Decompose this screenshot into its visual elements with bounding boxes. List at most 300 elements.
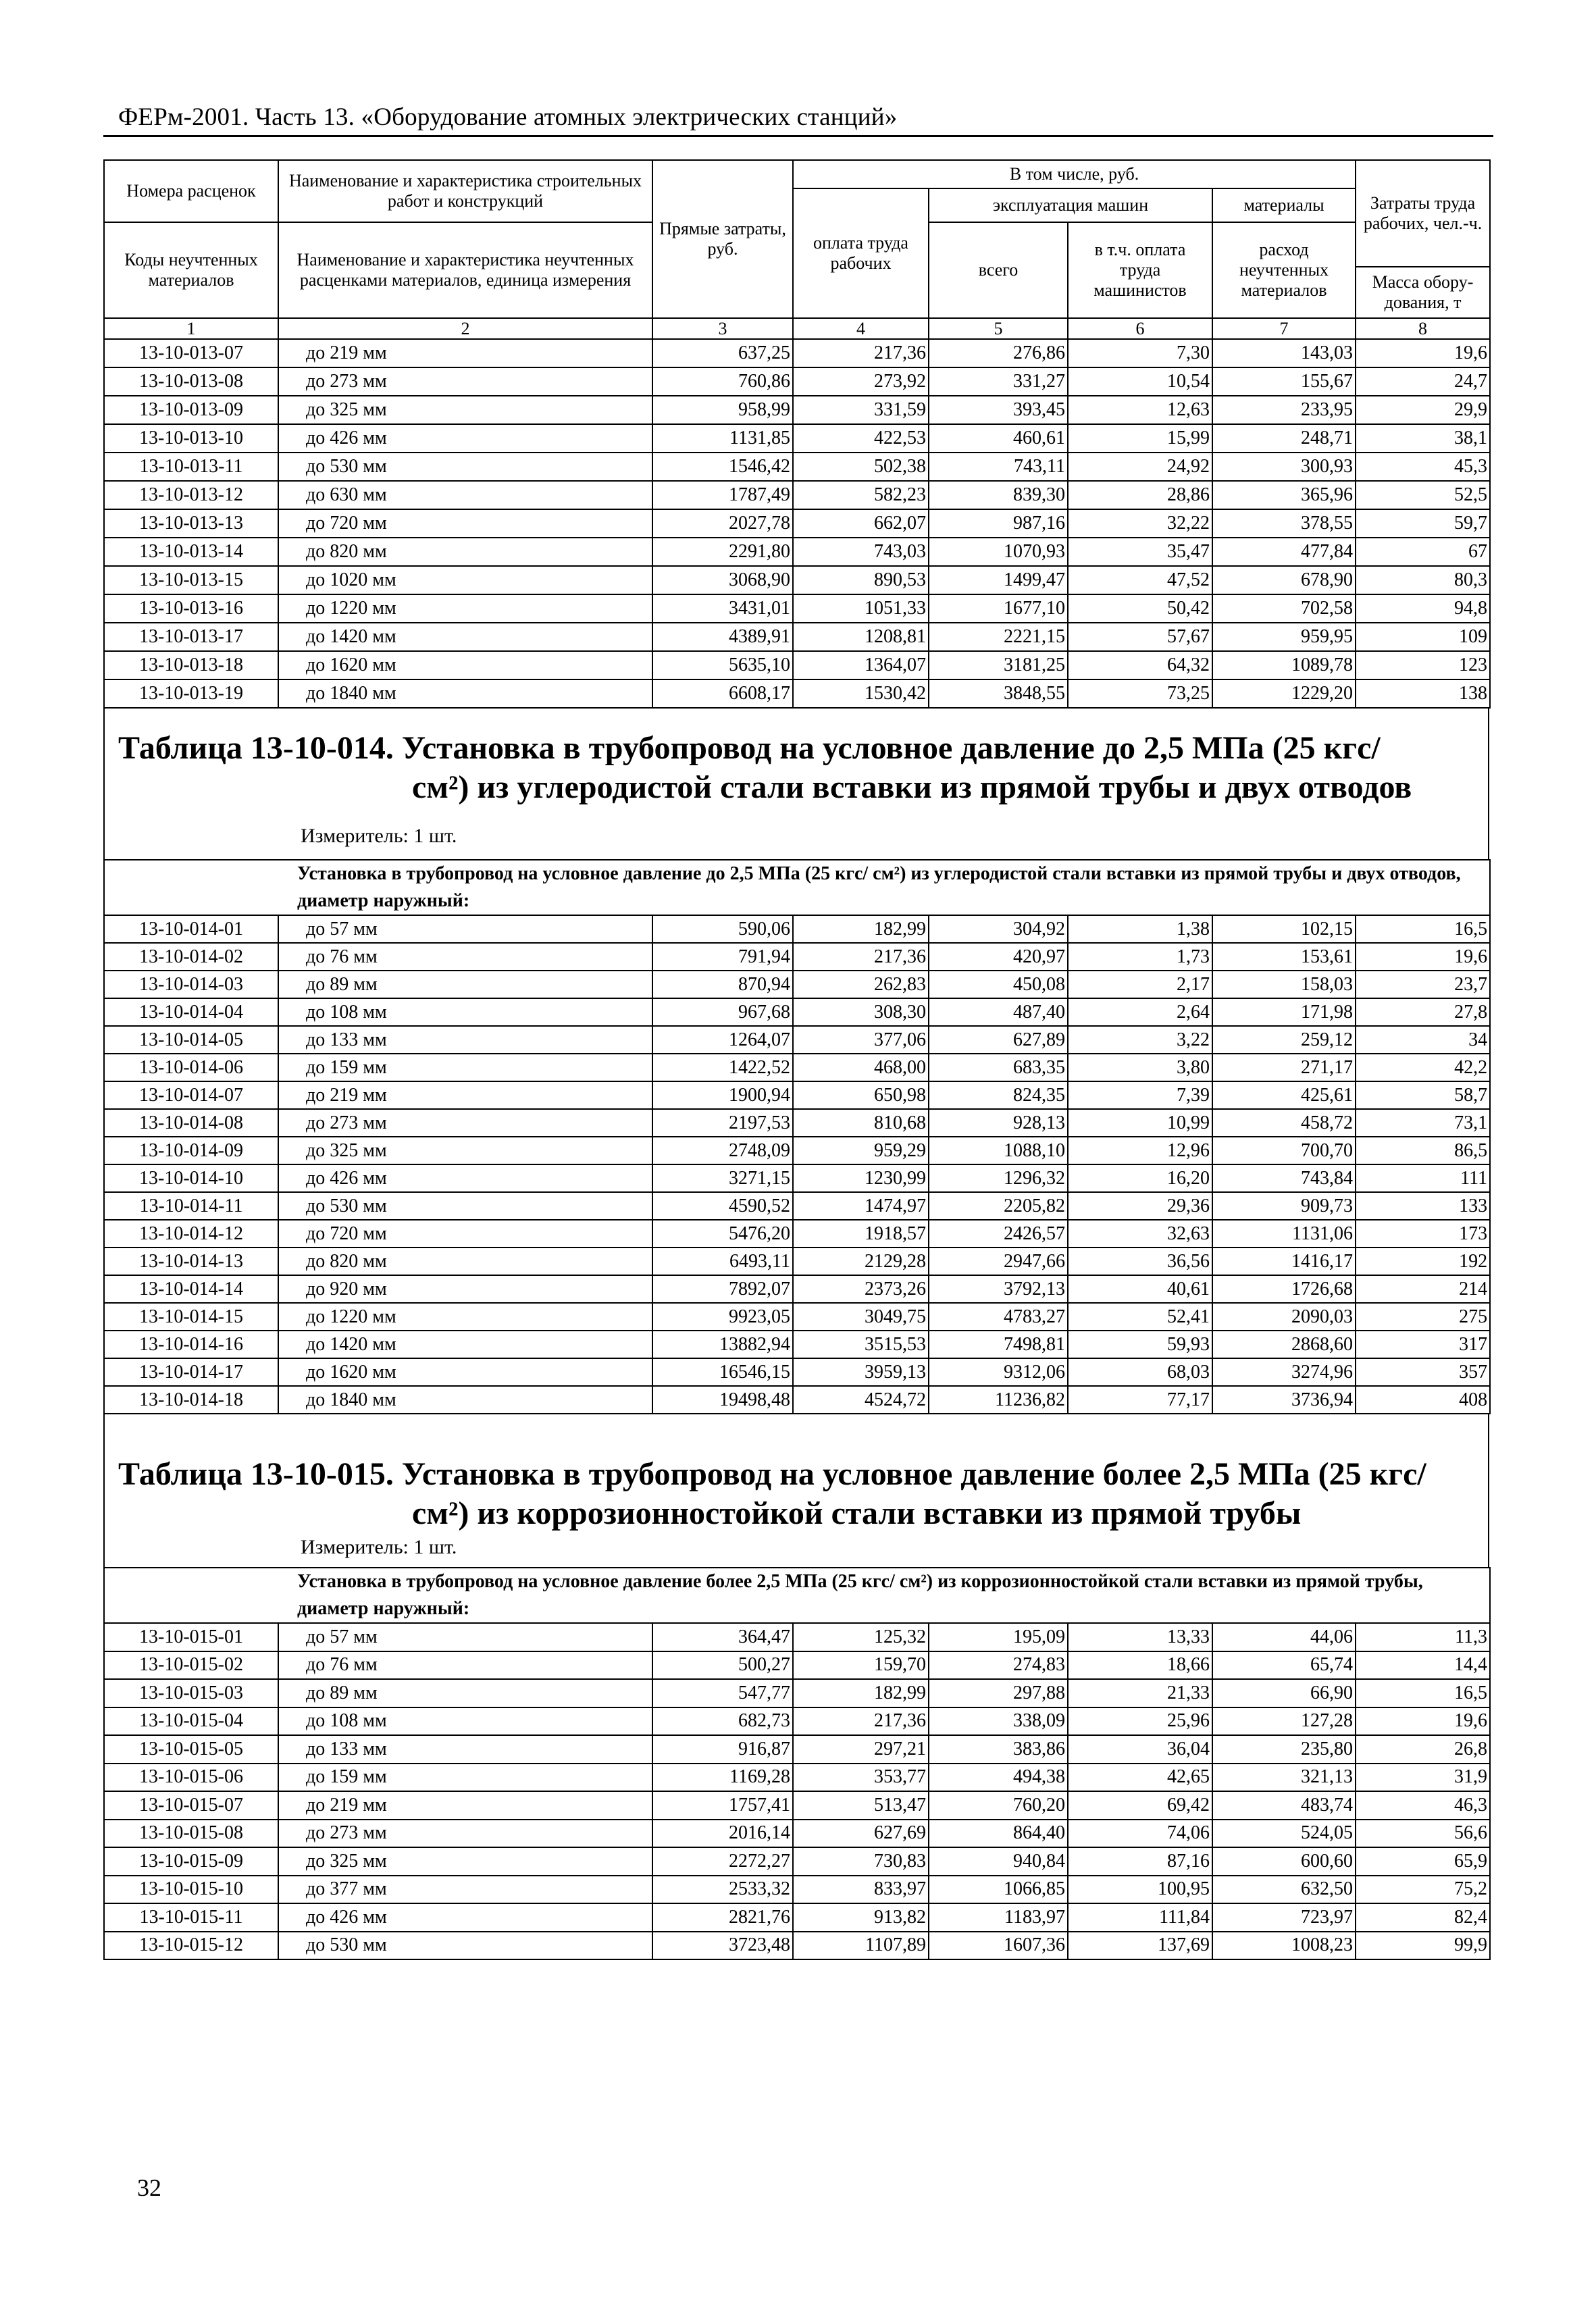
cell-labor-or-mass: 82,4 [1356,1903,1490,1932]
cell-materials: 271,17 [1212,1054,1356,1081]
cell-machines-total: 494,38 [929,1764,1068,1792]
cell-machines-total: 450,08 [929,971,1068,998]
cell-direct-costs: 19498,48 [652,1386,793,1414]
cell-machines-total: 297,88 [929,1679,1068,1707]
cell-worker-pay: 833,97 [793,1876,929,1904]
header-equipment-mass: Масса обору-дования, т [1356,267,1490,318]
table-row [104,1192,1490,1220]
table-row [104,1903,1490,1932]
cell-machines-total: 420,97 [929,943,1068,971]
cell-operator-pay: 16,20 [1068,1164,1212,1192]
cell-direct-costs: 2533,32 [652,1876,793,1904]
table-row [104,679,1490,708]
cell-machines-total: 460,61 [929,424,1068,453]
cell-operator-pay: 35,47 [1068,538,1212,566]
cell-labor-or-mass: 34 [1356,1026,1490,1054]
header-materials: материалы [1212,188,1356,222]
cell-labor-or-mass: 65,9 [1356,1847,1490,1876]
cell-rate-code: 13-10-013-14 [104,538,278,566]
cell-description: до 630 мм [278,481,652,509]
cell-direct-costs: 5476,20 [652,1220,793,1248]
cell-description: до 159 мм [278,1764,652,1792]
cell-materials: 678,90 [1212,566,1356,594]
cell-rate-code: 13-10-015-05 [104,1735,278,1764]
table-13-10-013 [103,159,1491,709]
cell-labor-or-mass: 86,5 [1356,1137,1490,1164]
cell-rate-code: 13-10-013-09 [104,396,278,424]
cell-labor-or-mass: 275 [1356,1303,1490,1331]
cell-machines-total: 1499,47 [929,566,1068,594]
cell-operator-pay: 2,64 [1068,998,1212,1026]
cell-worker-pay: 513,47 [793,1791,929,1820]
cell-machines-total: 1070,93 [929,538,1068,566]
cell-worker-pay: 4524,72 [793,1386,929,1414]
table-row [104,339,1490,367]
cell-direct-costs: 637,25 [652,339,793,367]
cell-direct-costs: 1131,85 [652,424,793,453]
cell-labor-or-mass: 408 [1356,1386,1490,1414]
cell-description: до 1220 мм [278,1303,652,1331]
cell-description: до 76 мм [278,1651,652,1680]
cell-machines-total: 4783,27 [929,1303,1068,1331]
cell-machines-total: 1066,85 [929,1876,1068,1904]
cell-labor-or-mass: 133 [1356,1192,1490,1220]
cell-direct-costs: 1546,42 [652,453,793,481]
cell-rate-code: 13-10-014-13 [104,1248,278,1275]
cell-worker-pay: 1474,97 [793,1192,929,1220]
cell-labor-or-mass: 16,5 [1356,1679,1490,1707]
cell-rate-code: 13-10-015-04 [104,1707,278,1736]
cell-machines-total: 987,16 [929,509,1068,538]
table-15-heading [103,1414,1489,1567]
table-row [104,509,1490,538]
cell-rate-code: 13-10-014-06 [104,1054,278,1081]
cell-materials: 143,03 [1212,339,1356,367]
cell-operator-pay: 36,56 [1068,1248,1212,1275]
cell-direct-costs: 3723,48 [652,1932,793,1960]
cell-operator-pay: 10,99 [1068,1109,1212,1137]
cell-labor-or-mass: 38,1 [1356,424,1490,453]
cell-rate-code: 13-10-014-03 [104,971,278,998]
cell-operator-pay: 1,73 [1068,943,1212,971]
cell-operator-pay: 73,25 [1068,679,1212,708]
measure-unit: Измеритель: 1 шт. [301,825,457,847]
cell-materials: 300,93 [1212,453,1356,481]
cell-operator-pay: 57,67 [1068,623,1212,651]
cell-machines-total: 487,40 [929,998,1068,1026]
cell-operator-pay: 18,66 [1068,1651,1212,1680]
cell-worker-pay: 3959,13 [793,1358,929,1386]
cell-materials: 65,74 [1212,1651,1356,1680]
cell-rate-code: 13-10-014-12 [104,1220,278,1248]
cell-labor-or-mass: 192 [1356,1248,1490,1275]
cell-rate-code: 13-10-013-07 [104,339,278,367]
cell-labor-or-mass: 58,7 [1356,1081,1490,1109]
cell-machines-total: 864,40 [929,1820,1068,1848]
table-title [118,729,1412,807]
cell-operator-pay: 47,52 [1068,566,1212,594]
cell-worker-pay: 650,98 [793,1081,929,1109]
cell-direct-costs: 2197,53 [652,1109,793,1137]
cell-machines-total: 928,13 [929,1109,1068,1137]
cell-materials: 1008,23 [1212,1932,1356,1960]
cell-description: до 1020 мм [278,566,652,594]
cell-machines-total: 940,84 [929,1847,1068,1876]
cell-operator-pay: 50,42 [1068,594,1212,623]
cell-operator-pay: 29,36 [1068,1192,1212,1220]
cell-labor-or-mass: 42,2 [1356,1054,1490,1081]
cell-materials: 743,84 [1212,1164,1356,1192]
cell-rate-code: 13-10-015-01 [104,1623,278,1651]
header-operator-pay: в т.ч. оплата труда машинистов [1068,222,1212,318]
cell-machines-total: 760,20 [929,1791,1068,1820]
cell-machines-total: 824,35 [929,1081,1068,1109]
cell-labor-or-mass: 14,4 [1356,1651,1490,1680]
cell-description: до 720 мм [278,509,652,538]
cell-labor-or-mass: 26,8 [1356,1735,1490,1764]
cell-machines-total: 9312,06 [929,1358,1068,1386]
cell-direct-costs: 958,99 [652,396,793,424]
cell-description: до 426 мм [278,1164,652,1192]
column-number: 5 [929,318,1068,339]
cell-materials: 723,97 [1212,1903,1356,1932]
cell-worker-pay: 2129,28 [793,1248,929,1275]
cell-description: до 57 мм [278,915,652,943]
cell-machines-total: 2205,82 [929,1192,1068,1220]
cell-machines-total: 3181,25 [929,651,1068,679]
cell-labor-or-mass: 11,3 [1356,1623,1490,1651]
cell-worker-pay: 125,32 [793,1623,929,1651]
cell-machines-total: 2426,57 [929,1220,1068,1248]
table-row [104,367,1490,396]
cell-labor-or-mass: 19,6 [1356,1707,1490,1736]
table-row [104,1735,1490,1764]
cell-direct-costs: 760,86 [652,367,793,396]
cell-materials: 909,73 [1212,1192,1356,1220]
cell-labor-or-mass: 56,6 [1356,1820,1490,1848]
cell-description: до 426 мм [278,1903,652,1932]
table-title [118,1455,1426,1533]
cell-direct-costs: 870,94 [652,971,793,998]
table-row [104,1707,1490,1736]
cell-worker-pay: 262,83 [793,971,929,998]
column-number: 1 [104,318,278,339]
table-row [104,651,1490,679]
table-row [104,1679,1490,1707]
cell-direct-costs: 590,06 [652,915,793,943]
cell-direct-costs: 2291,80 [652,538,793,566]
cell-description: до 108 мм [278,1707,652,1736]
column-number: 4 [793,318,929,339]
cell-machines-total: 331,27 [929,367,1068,396]
cell-description: до 1840 мм [278,679,652,708]
cell-worker-pay: 502,38 [793,453,929,481]
cell-description: до 89 мм [278,971,652,998]
cell-rate-code: 13-10-014-14 [104,1275,278,1303]
table-row [104,481,1490,509]
cell-description: до 219 мм [278,339,652,367]
cell-materials: 1229,20 [1212,679,1356,708]
cell-worker-pay: 273,92 [793,367,929,396]
cell-labor-or-mass: 173 [1356,1220,1490,1248]
table-row [104,424,1490,453]
cell-description: до 273 мм [278,367,652,396]
table-row [104,1651,1490,1680]
cell-materials: 425,61 [1212,1081,1356,1109]
table-row [104,453,1490,481]
cell-labor-or-mass: 29,9 [1356,396,1490,424]
table-row [104,623,1490,651]
cell-operator-pay: 24,92 [1068,453,1212,481]
table-row [104,971,1490,998]
cell-direct-costs: 7892,07 [652,1275,793,1303]
cell-labor-or-mass: 94,8 [1356,594,1490,623]
cell-direct-costs: 967,68 [652,998,793,1026]
cell-labor-or-mass: 138 [1356,679,1490,708]
cell-materials: 700,70 [1212,1137,1356,1164]
cell-rate-code: 13-10-015-02 [104,1651,278,1680]
cell-worker-pay: 468,00 [793,1054,929,1081]
cell-worker-pay: 662,07 [793,509,929,538]
cell-worker-pay: 2373,26 [793,1275,929,1303]
cell-materials: 259,12 [1212,1026,1356,1054]
cell-direct-costs: 16546,15 [652,1358,793,1386]
cell-operator-pay: 42,65 [1068,1764,1212,1792]
cell-worker-pay: 730,83 [793,1847,929,1876]
cell-machines-total: 383,86 [929,1735,1068,1764]
cell-operator-pay: 12,63 [1068,396,1212,424]
cell-machines-total: 1183,97 [929,1903,1068,1932]
table-row [104,1820,1490,1848]
cell-description: до 325 мм [278,396,652,424]
cell-materials: 2090,03 [1212,1303,1356,1331]
cell-rate-code: 13-10-015-06 [104,1764,278,1792]
cell-description: до 377 мм [278,1876,652,1904]
cell-materials: 632,50 [1212,1876,1356,1904]
column-number: 2 [278,318,652,339]
cell-direct-costs: 547,77 [652,1679,793,1707]
cell-materials: 1131,06 [1212,1220,1356,1248]
cell-direct-costs: 6493,11 [652,1248,793,1275]
table-13-10-015 [103,1567,1491,1960]
table-row [104,1791,1490,1820]
cell-labor-or-mass: 317 [1356,1331,1490,1358]
column-number: 3 [652,318,793,339]
header-direct-costs: Прямые затраты, руб. [652,160,793,318]
header-machines-total: всего [929,222,1068,318]
cell-rate-code: 13-10-014-05 [104,1026,278,1054]
cell-worker-pay: 182,99 [793,915,929,943]
cell-labor-or-mass: 99,9 [1356,1932,1490,1960]
cell-rate-code: 13-10-015-12 [104,1932,278,1960]
cell-materials: 1726,68 [1212,1275,1356,1303]
cell-description: до 426 мм [278,424,652,453]
cell-rate-code: 13-10-015-10 [104,1876,278,1904]
table-row [104,1876,1490,1904]
cell-labor-or-mass: 109 [1356,623,1490,651]
table-row [104,1220,1490,1248]
cell-description: до 1840 мм [278,1386,652,1414]
cell-operator-pay: 32,63 [1068,1220,1212,1248]
cell-description: до 57 мм [278,1623,652,1651]
cell-operator-pay: 13,33 [1068,1623,1212,1651]
cell-direct-costs: 1900,94 [652,1081,793,1109]
cell-materials: 66,90 [1212,1679,1356,1707]
cell-direct-costs: 364,47 [652,1623,793,1651]
cell-worker-pay: 582,23 [793,481,929,509]
cell-worker-pay: 377,06 [793,1026,929,1054]
table-row [104,1026,1490,1054]
table-row [104,1054,1490,1081]
cell-machines-total: 1677,10 [929,594,1068,623]
cell-direct-costs: 500,27 [652,1651,793,1680]
cell-operator-pay: 12,96 [1068,1137,1212,1164]
cell-labor-or-mass: 80,3 [1356,566,1490,594]
cell-labor-or-mass: 123 [1356,651,1490,679]
cell-direct-costs: 682,73 [652,1707,793,1736]
table-row [104,538,1490,566]
table-row [104,1164,1490,1192]
cell-materials: 153,61 [1212,943,1356,971]
cell-direct-costs: 2821,76 [652,1903,793,1932]
cell-labor-or-mass: 67 [1356,538,1490,566]
header-unaccounted-materials-name: Наименование и характеристика неучтенных расценками материалов, единица измерения [278,222,652,318]
cell-operator-pay: 64,32 [1068,651,1212,679]
table-row [104,1303,1490,1331]
cell-worker-pay: 3049,75 [793,1303,929,1331]
table-title-line: Таблица 13-10-015. Установка в трубопровод на условное давление более 2,5 МПа (25 кгс/ [118,1456,1426,1492]
cell-worker-pay: 627,69 [793,1820,929,1848]
header-labor-costs: Затраты труда рабочих, чел.-ч. [1356,160,1490,267]
table-row [104,1081,1490,1109]
cell-rate-code: 13-10-014-08 [104,1109,278,1137]
cell-rate-code: 13-10-014-09 [104,1137,278,1164]
table-row [104,1331,1490,1358]
table-row [104,915,1490,943]
table-row [104,1932,1490,1960]
cell-labor-or-mass: 46,3 [1356,1791,1490,1820]
cell-operator-pay: 87,16 [1068,1847,1212,1876]
cell-materials: 702,58 [1212,594,1356,623]
page-number: 32 [137,2174,161,2201]
table-title-line: см²) из углеродистой стали вставки из прямой трубы и двух отводов [412,769,1412,805]
cell-machines-total: 338,09 [929,1707,1068,1736]
cell-labor-or-mass: 23,7 [1356,971,1490,998]
cell-worker-pay: 913,82 [793,1903,929,1932]
cell-description: до 159 мм [278,1054,652,1081]
cell-labor-or-mass: 59,7 [1356,509,1490,538]
cell-rate-code: 13-10-015-11 [104,1903,278,1932]
header-work-name: Наименование и характеристика строительных работ и конструкций [278,160,652,222]
table-row [104,943,1490,971]
cell-rate-code: 13-10-013-12 [104,481,278,509]
cell-machines-total: 3848,55 [929,679,1068,708]
cell-materials: 321,13 [1212,1764,1356,1792]
cell-worker-pay: 217,36 [793,1707,929,1736]
header-unaccounted-materials-use: расход неучтенных материалов [1212,222,1356,318]
cell-operator-pay: 111,84 [1068,1903,1212,1932]
cell-description: до 108 мм [278,998,652,1026]
cell-machines-total: 743,11 [929,453,1068,481]
cell-operator-pay: 52,41 [1068,1303,1212,1331]
cell-materials: 365,96 [1212,481,1356,509]
cell-direct-costs: 1787,49 [652,481,793,509]
cell-rate-code: 13-10-014-02 [104,943,278,971]
cell-rate-code: 13-10-013-17 [104,623,278,651]
cell-description: до 530 мм [278,1932,652,1960]
cell-machines-total: 11236,82 [929,1386,1068,1414]
cell-direct-costs: 916,87 [652,1735,793,1764]
header-unaccounted-codes: Коды неучтенных материалов [104,222,278,318]
cell-operator-pay: 1,38 [1068,915,1212,943]
header-including: В том числе, руб. [793,160,1356,188]
table-13-10-014 [103,859,1491,1414]
cell-direct-costs: 13882,94 [652,1331,793,1358]
cell-direct-costs: 1264,07 [652,1026,793,1054]
cell-materials: 171,98 [1212,998,1356,1026]
cell-rate-code: 13-10-014-01 [104,915,278,943]
cell-description: до 273 мм [278,1109,652,1137]
table-subheader: Установка в трубопровод на условное давление более 2,5 МПа (25 кгс/ см²) из коррозионностойкой стали вставки из прямой трубы, диаметр наружный: [104,1568,1490,1623]
cell-operator-pay: 100,95 [1068,1876,1212,1904]
column-number: 6 [1068,318,1212,339]
cell-operator-pay: 69,42 [1068,1791,1212,1820]
cell-direct-costs: 9923,05 [652,1303,793,1331]
cell-rate-code: 13-10-014-16 [104,1331,278,1358]
cell-materials: 3274,96 [1212,1358,1356,1386]
cell-direct-costs: 6608,17 [652,679,793,708]
cell-labor-or-mass: 19,6 [1356,943,1490,971]
cell-materials: 524,05 [1212,1820,1356,1848]
cell-rate-code: 13-10-013-16 [104,594,278,623]
cell-operator-pay: 3,22 [1068,1026,1212,1054]
cell-worker-pay: 217,36 [793,339,929,367]
cell-labor-or-mass: 214 [1356,1275,1490,1303]
cell-worker-pay: 182,99 [793,1679,929,1707]
cell-machines-total: 7498,81 [929,1331,1068,1358]
cell-worker-pay: 1107,89 [793,1932,929,1960]
table-row [104,1623,1490,1651]
cell-direct-costs: 2016,14 [652,1820,793,1848]
cell-description: до 325 мм [278,1847,652,1876]
cell-rate-code: 13-10-013-10 [104,424,278,453]
cell-machines-total: 393,45 [929,396,1068,424]
cell-rate-code: 13-10-013-19 [104,679,278,708]
cell-rate-code: 13-10-015-08 [104,1820,278,1848]
cell-operator-pay: 137,69 [1068,1932,1212,1960]
cell-machines-total: 304,92 [929,915,1068,943]
cell-operator-pay: 2,17 [1068,971,1212,998]
cell-worker-pay: 297,21 [793,1735,929,1764]
cell-worker-pay: 308,30 [793,998,929,1026]
cell-materials: 477,84 [1212,538,1356,566]
cell-direct-costs: 2272,27 [652,1847,793,1876]
cell-direct-costs: 2027,78 [652,509,793,538]
cell-materials: 235,80 [1212,1735,1356,1764]
cell-labor-or-mass: 45,3 [1356,453,1490,481]
table-row [104,1764,1490,1792]
cell-direct-costs: 3431,01 [652,594,793,623]
header-rule [103,135,1493,137]
document-body [103,159,1489,1960]
cell-labor-or-mass: 357 [1356,1358,1490,1386]
cell-description: до 720 мм [278,1220,652,1248]
cell-machines-total: 1088,10 [929,1137,1068,1164]
table-14-heading [103,709,1489,859]
cell-operator-pay: 10,54 [1068,367,1212,396]
cell-direct-costs: 1422,52 [652,1054,793,1081]
cell-labor-or-mass: 27,8 [1356,998,1490,1026]
